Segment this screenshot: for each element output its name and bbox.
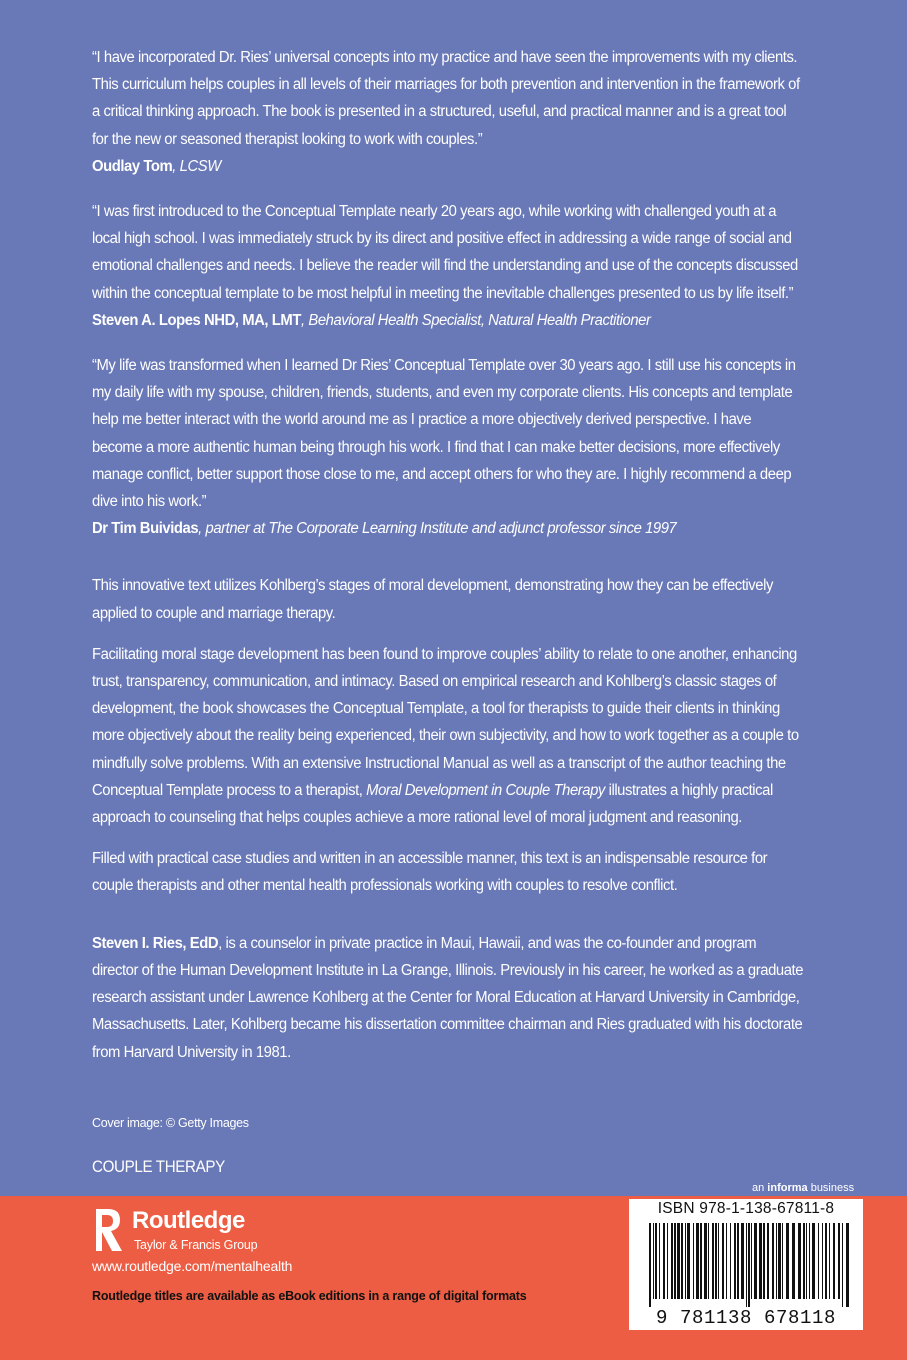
barcode-bar [778,1223,781,1299]
barcode-bar [759,1223,762,1299]
barcode-bar [722,1223,724,1299]
barcode-bar [704,1223,707,1299]
barcode-bar [715,1223,717,1299]
barcode-digits: 9 781138 678118 [655,1307,837,1329]
barcode-bar [806,1223,807,1299]
quote-3-role: , partner at The Corporate Learning Institute and adjunct professor since 1997 [198,520,677,538]
barcode-bar [677,1223,680,1299]
publisher-group: Taylor & Francis Group [134,1238,258,1252]
barcode-bar [798,1223,801,1299]
barcode-bar [649,1223,651,1307]
barcode-bar [767,1223,769,1299]
barcode-bar [809,1223,810,1299]
barcode-bar [671,1223,673,1299]
barcode-bar [763,1223,765,1299]
barcode-bar [846,1223,849,1307]
barcode-bar [754,1223,757,1299]
barcode-bar [696,1223,699,1299]
author-bio [92,930,805,1066]
quote-2-role: , Behavioral Health Specialist, Natural Health Practitioner [300,311,651,329]
barcode-bar [730,1223,731,1299]
routledge-logo-icon [92,1207,124,1253]
barcode-bar [653,1223,654,1299]
isbn-label: ISBN 978-1-138-67811-8 [657,1200,835,1217]
back-cover-text [92,44,805,1066]
barcode-bar [825,1223,827,1299]
ebook-note: Routledge titles are available as eBook editions in a range of digital formats [92,1289,527,1303]
barcode-bar [741,1223,744,1299]
description-paragraph-1: This innovative text utilizes Kohlberg’s stages of moral development, demonstrating how they can be effectively applied to couple and marriage therapy. [92,577,773,622]
barcode-bar [674,1223,676,1299]
quote-2-text: “I was first introduced to the Conceptual Template nearly 20 years ago, while working with challenged youth at a local high school. I was immediately struck by its direct and positive effect in addressing a wide range of social and emotional challenges and needs. I believe the reader will find the understanding and use of the concepts discussed within the conceptual template to be most helpful in meeting the inevitable challenges presented to us by life itself.” [92,203,798,302]
description-paragraph-2-start: Facilitating moral stage development has been found to improve couples’ ability to relate to one another, enhancing trust, transparency, communication, and intimacy. Based on empirical research and Kohlberg’s classic stages of development, the book showcases the Conceptual Template, a tool for therapists to guide their clients in thinking more objectively about the reality being experienced, their own subjectivity, and how to work together as a couple to mindfully solve problems. With an extensive Instructional Manual as well as a transcript of the author teaching the Conceptual Template process to a therapist, [92,645,799,799]
informa-bold: informa [767,1182,808,1194]
quote-1 [92,44,805,180]
cover-image-credit: Cover image: © Getty Images [92,1116,249,1130]
quote-3-name: Dr Tim Buividas [92,520,199,538]
barcode-bar [667,1223,668,1299]
quote-3-attribution [92,515,805,542]
barcode-bar [726,1223,727,1299]
barcode-bar [748,1223,750,1307]
barcode-bar [712,1223,714,1299]
barcode-bar [746,1223,747,1307]
quote-1-name: Oudlay Tom [92,157,173,175]
informa-suffix: business [807,1182,855,1194]
barcode-bar [737,1223,739,1299]
routledge-vertical-mark: ROUTLEDGE [90,1213,96,1251]
barcode-bar [681,1223,683,1299]
publisher-url[interactable]: www.routledge.com/mentalhealth [92,1258,293,1274]
informa-prefix: an [752,1182,768,1194]
barcode-bar [718,1223,719,1299]
barcode-bar [685,1223,686,1299]
description-paragraph-2-end: illustrates a highly practical approach to counseling that helps couples achieve a more rational level of moral judgment and reasoning. [92,781,773,827]
quote-1-attribution [92,153,805,180]
barcode-icon [635,1223,857,1307]
author-bio-text: , is a counselor in private practice in Maui, Hawaii, and was the co-founder and program director of the Human Development Institute in La Grange, Illinois. Previously in his career, he worked as a graduate research assistant under Lawrence Kohlberg at the Center for Moral Education at Harvard University in Cambridge, Massachusetts. Later, Kohlberg became his dissertation committee chairman and Ries graduated with his doctorate from Harvard University in 1981. [92,934,804,1061]
barcode-bar [772,1223,774,1299]
barcode-bar [842,1223,843,1307]
barcode-bar [655,1223,657,1299]
barcode-bar [751,1223,752,1299]
description-paragraph-3: Filled with practical case studies and written in an accessible manner, this text is an indispensable resource for couple therapists and other mental health professionals working with couples to resolve conflict. [92,850,768,895]
quote-3-text: “My life was transformed when I learned Dr Ries’ Conceptual Template over 30 years ago. I still use his concepts in my daily life with my spouse, children, friends, students, and even my corporate clients. His concepts and template help me better interact with the world around me as I practice a more objectively derived perspective. I have become a more authentic human being through his work. I find that I can make better decisions, more effectively manage conflict, better support those close to me, and accept others for who they are. I highly recommend a deep dive into his work.” [92,357,796,511]
barcode-bar [838,1223,840,1299]
barcode-bar [818,1223,819,1299]
barcode-bar [792,1223,795,1299]
quote-1-text: “I have incorporated Dr. Ries’ universal concepts into my practice and have seen the improvements with my clients. This curriculum helps couples in all levels of their marriages for both prevention and intervention in the framework of a critical thinking approach. The book is presented in a structured, useful, and practical manner and is a great tool for the new or seasoned therapist looking to work with couples.” [92,49,800,148]
barcode-bar [700,1223,702,1299]
subject-category: COUPLE THERAPY [92,1158,225,1176]
isbn-barcode-box [629,1199,863,1330]
barcode-bar [663,1223,665,1299]
barcode-bar [822,1223,823,1299]
barcode-bar [812,1223,815,1299]
barcode-bar [782,1223,783,1299]
quote-2 [92,198,805,334]
quote-1-role: , LCSW [172,157,221,175]
quote-2-name: Steven A. Lopes NHD, MA, LMT [92,311,301,329]
quote-3 [92,352,805,542]
barcode-bar [776,1223,777,1299]
description-paragraph-2 [92,641,805,831]
barcode-bar [708,1223,709,1299]
barcode-bar [829,1223,830,1299]
author-name: Steven I. Ries, EdD [92,934,219,952]
barcode-bar [693,1223,694,1299]
barcode-bar [659,1223,660,1299]
publisher-name: Routledge [132,1207,245,1234]
barcode-bar [786,1223,789,1299]
barcode-bar [687,1223,690,1299]
barcode-bar [833,1223,835,1299]
barcode-bar [734,1223,736,1299]
informa-business-tag [752,1182,854,1194]
barcode-bar [803,1223,805,1299]
quote-2-attribution [92,307,805,334]
book-title: Moral Development in Couple Therapy [366,781,605,799]
